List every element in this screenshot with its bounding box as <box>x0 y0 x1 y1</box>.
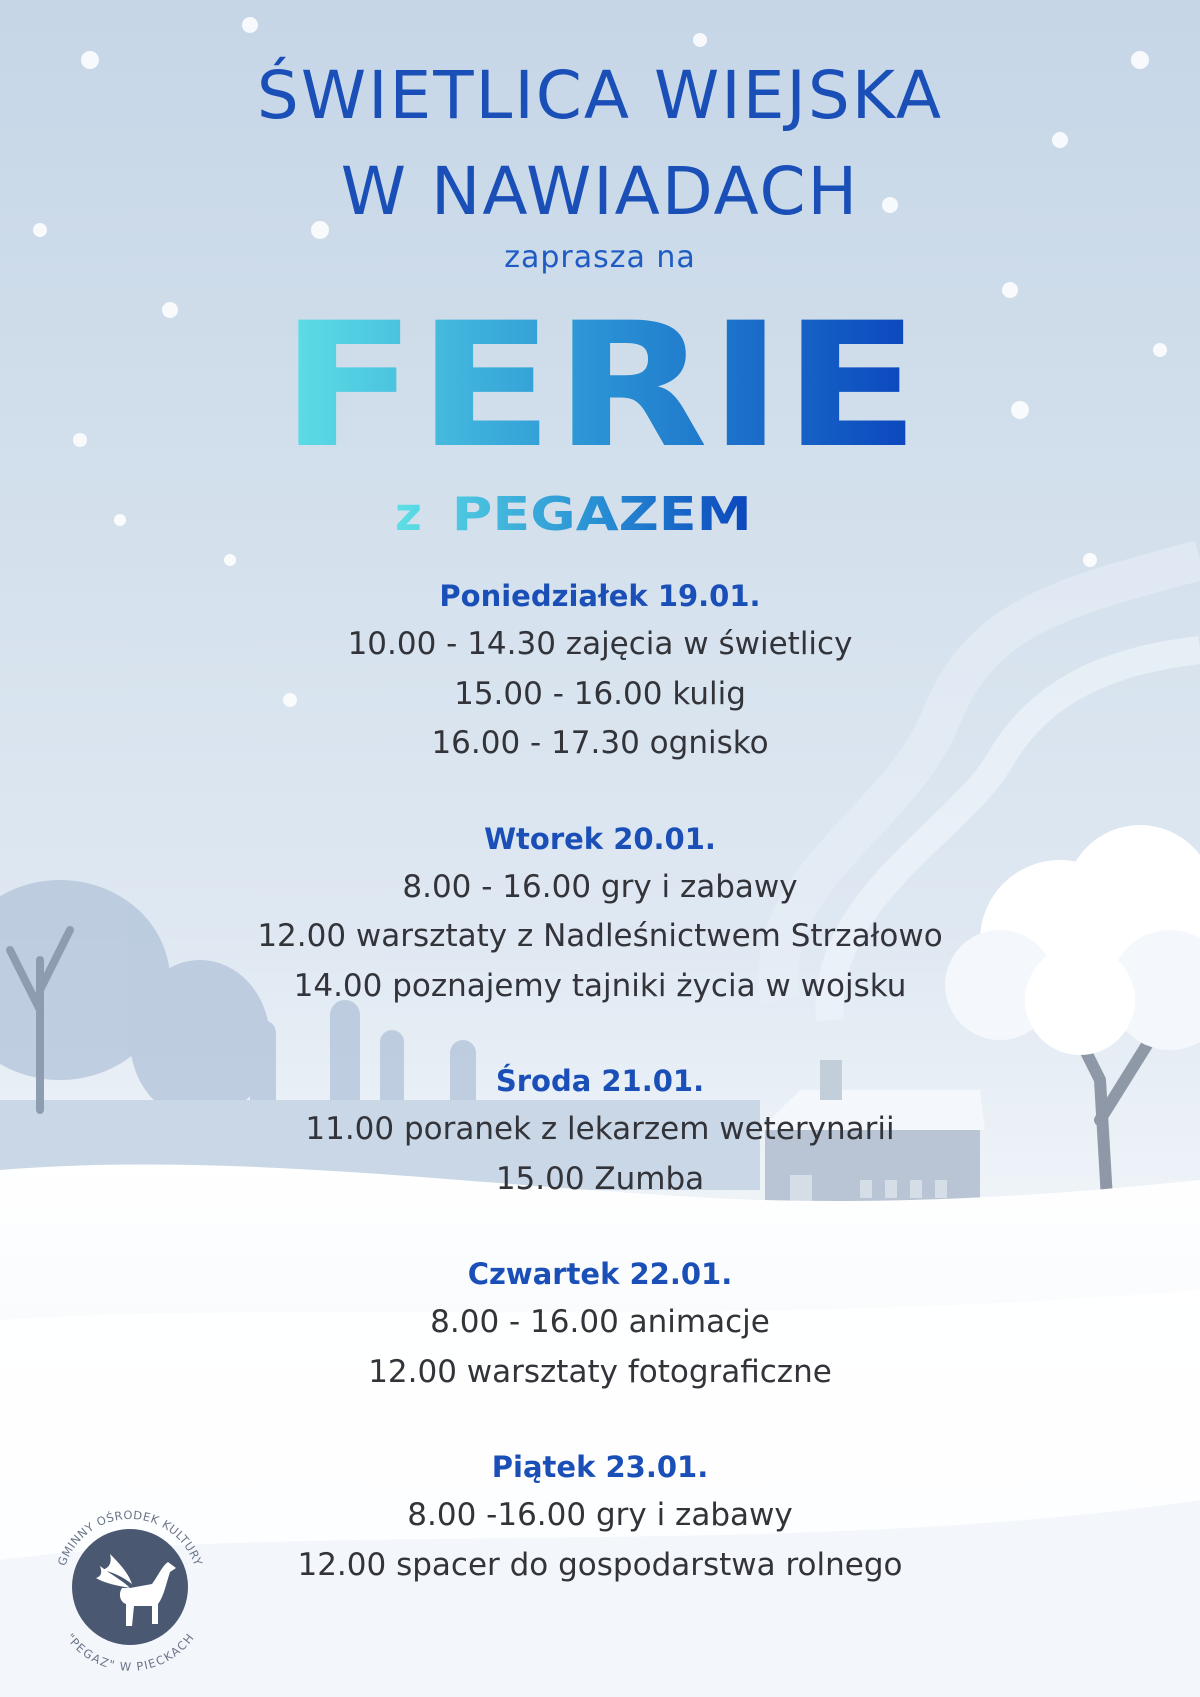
subtitle: zaprasza na <box>504 240 696 275</box>
schedule-item: 12.00 warsztaty fotograficzne <box>368 1353 832 1390</box>
schedule-item: 16.00 - 17.30 ognisko <box>431 725 769 761</box>
day-title: Środa 21.01. <box>495 1064 705 1098</box>
title-line-2: W NAWIADACH <box>340 153 860 230</box>
schedule-item: 8.00 - 16.00 animacje <box>430 1304 770 1340</box>
day-title: Poniedziałek 19.01. <box>439 579 761 613</box>
schedule-item: 12.00 warsztaty z Nadleśnictwem Strzałowo <box>257 918 943 954</box>
schedule-day-wednesday <box>0 1057 1200 1204</box>
ferie-word: FERIE <box>280 290 920 460</box>
schedule-item: 8.00 -16.00 gry i zabawy <box>407 1497 793 1533</box>
schedule-item: 14.00 poznajemy tajniki życia w wojsku <box>293 967 907 1004</box>
ferie-heading <box>250 290 950 460</box>
schedule-item: 8.00 - 16.00 gry i zabawy <box>402 868 798 905</box>
schedule-item: 11.00 poranek z lekarzem weterynarii <box>305 1111 895 1147</box>
schedule <box>0 572 1200 1636</box>
page-title <box>0 48 1200 240</box>
tagline-word: PEGAZEM <box>451 487 752 541</box>
logo-bottom-text: "PEGAZ" W PIECKACH <box>63 1630 197 1672</box>
day-title: Piątek 23.01. <box>491 1450 709 1484</box>
schedule-item: 12.00 spacer do gospodarstwa rolnego <box>297 1546 903 1583</box>
day-title: Wtorek 20.01. <box>484 821 716 856</box>
tagline <box>395 475 775 545</box>
logo-top-text: GMINNY OŚRODEK KULTURY <box>54 1507 206 1568</box>
day-title: Czwartek 22.01. <box>467 1257 733 1291</box>
schedule-day-monday <box>0 572 1200 769</box>
schedule-item: 15.00 - 16.00 kulig <box>454 675 746 712</box>
schedule-day-tuesday <box>0 815 1200 1012</box>
svg-text:z PEGAZEM <box>395 487 752 541</box>
title-line-1: ŚWIETLICA WIEJSKA <box>256 57 944 134</box>
tagline-prefix: z <box>395 487 422 541</box>
schedule-day-thursday <box>0 1250 1200 1397</box>
schedule-item: 10.00 - 14.30 zajęcia w świetlicy <box>347 626 853 662</box>
schedule-item: 15.00 Zumba <box>495 1160 705 1197</box>
organizer-logo <box>40 1492 220 1672</box>
